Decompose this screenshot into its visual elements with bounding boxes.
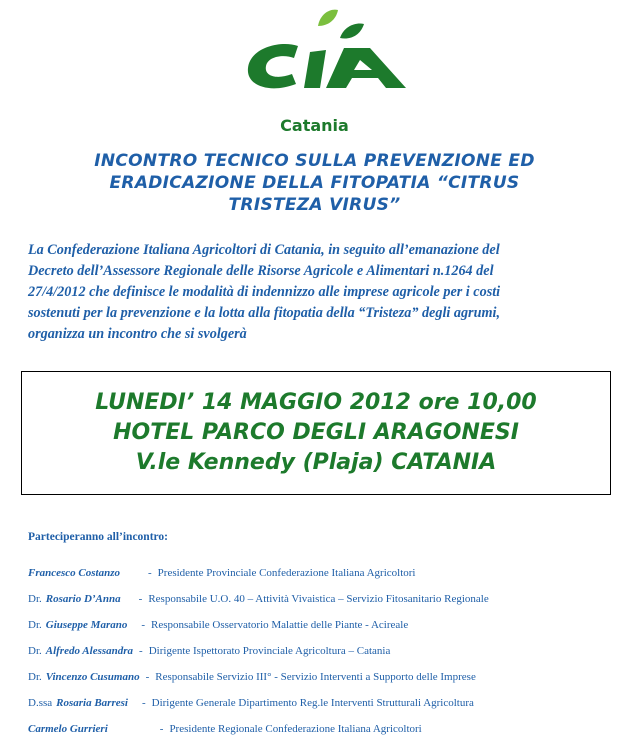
participant-row: Dr. Alfredo Alessandra - Dirigente Ispettorato Provinciale Agricoltura – Catania <box>28 645 391 657</box>
participant-row: Francesco Costanzo - Presidente Provinciale Confederazione Italiana Agricoltori <box>28 567 416 579</box>
participant-name: Francesco Costanzo <box>28 567 120 579</box>
logo-leaf-light <box>318 10 338 26</box>
event-details-box <box>21 371 611 495</box>
participant-title: Dr. <box>28 619 42 631</box>
participant-title: Dr. <box>28 593 42 605</box>
participant-role: Presidente Provinciale Confederazione Italiana Agricoltori <box>157 567 416 579</box>
intro-line: 27/4/2012 che definisce le modalità di indennizzo alle imprese agricole per i costi <box>28 284 501 300</box>
participant-role: Responsabile Osservatorio Malattie delle Piante - Acireale <box>151 619 409 631</box>
title-line: INCONTRO TECNICO SULLA PREVENZIONE ED <box>94 151 535 171</box>
event-address: V.le Kennedy (Plaja) CATANIA <box>135 450 497 475</box>
intro-line: organizza un incontro che si svolgerà <box>28 326 247 342</box>
participant-name: Vincenzo Cusumano <box>45 671 140 683</box>
participant-name: Rosaria Barresi <box>56 697 128 709</box>
title-line: ERADICAZIONE DELLA FITOPATIA “CITRUS <box>109 173 520 193</box>
participants-list <box>28 560 628 742</box>
participant-row: Dr. Giuseppe Marano - Responsabile Osservatorio Malattie delle Piante - Acireale <box>28 619 409 631</box>
intro-line: Decreto dell’Assessore Regionale delle Risorse Agricole e Alimentari n.1264 del <box>28 263 494 279</box>
participant-role: Responsabile U.O. 40 – Attività Vivaistica – Servizio Fitosanitario Regionale <box>148 593 489 605</box>
logo-letter-a <box>326 48 406 88</box>
event-date-time: LUNEDI’ 14 MAGGIO 2012 ore 10,00 <box>95 390 537 415</box>
participant-name: Rosario D’Anna <box>45 593 121 605</box>
participant-role: Responsabile Servizio III° - Servizio Interventi a Supporto delle Imprese <box>155 671 476 683</box>
participant-name: Alfredo Alessandra <box>45 645 134 657</box>
participant-title: D.ssa <box>28 697 53 709</box>
intro-line: La Confederazione Italiana Agricoltori di Catania, in seguito all’emanazione del <box>28 242 500 258</box>
participant-title: Dr. <box>28 671 42 683</box>
city-heading: Catania <box>280 116 349 135</box>
participant-role: Dirigente Ispettorato Provinciale Agricoltura – Catania <box>148 645 391 657</box>
participant-role: Presidente Regionale Confederazione Italiana Agricoltori <box>169 723 422 735</box>
participant-row: Dr. Rosario D’Anna - Responsabile U.O. 40 – Attività Vivaistica – Servizio Fitosanitario Regionale <box>28 593 489 605</box>
participant-name: Carmelo Gurrieri <box>28 723 108 735</box>
logo-letter-i <box>304 50 326 88</box>
participant-role: Dirigente Generale Dipartimento Reg.le Interventi Strutturali Agricoltura <box>151 697 474 709</box>
event-title <box>30 150 599 216</box>
intro-paragraph <box>28 240 608 345</box>
participant-row: D.ssa Rosaria Barresi - Dirigente Generale Dipartimento Reg.le Interventi Strutturali Agricoltura <box>28 697 474 709</box>
logo-leaf-dark <box>340 24 364 39</box>
participant-row: Dr. Vincenzo Cusumano - Responsabile Servizio III° - Servizio Interventi a Supporto delle Imprese <box>28 671 476 683</box>
participants-heading: Parteciperanno all’incontro: <box>28 531 168 543</box>
participant-title: Dr. <box>28 645 42 657</box>
intro-line: sostenuti per la prevenzione e la lotta alla fitopatia della “Tristeza” degli agrumi, <box>28 305 500 321</box>
logo-letter-c <box>248 44 298 88</box>
title-line: TRISTEZA VIRUS” <box>228 195 401 215</box>
event-venue: HOTEL PARCO DEGLI ARAGONESI <box>113 420 519 445</box>
cia-logo <box>240 8 410 98</box>
participant-row: Carmelo Gurrieri - Presidente Regionale Confederazione Italiana Agricoltori <box>28 723 422 735</box>
participant-name: Giuseppe Marano <box>45 619 128 631</box>
